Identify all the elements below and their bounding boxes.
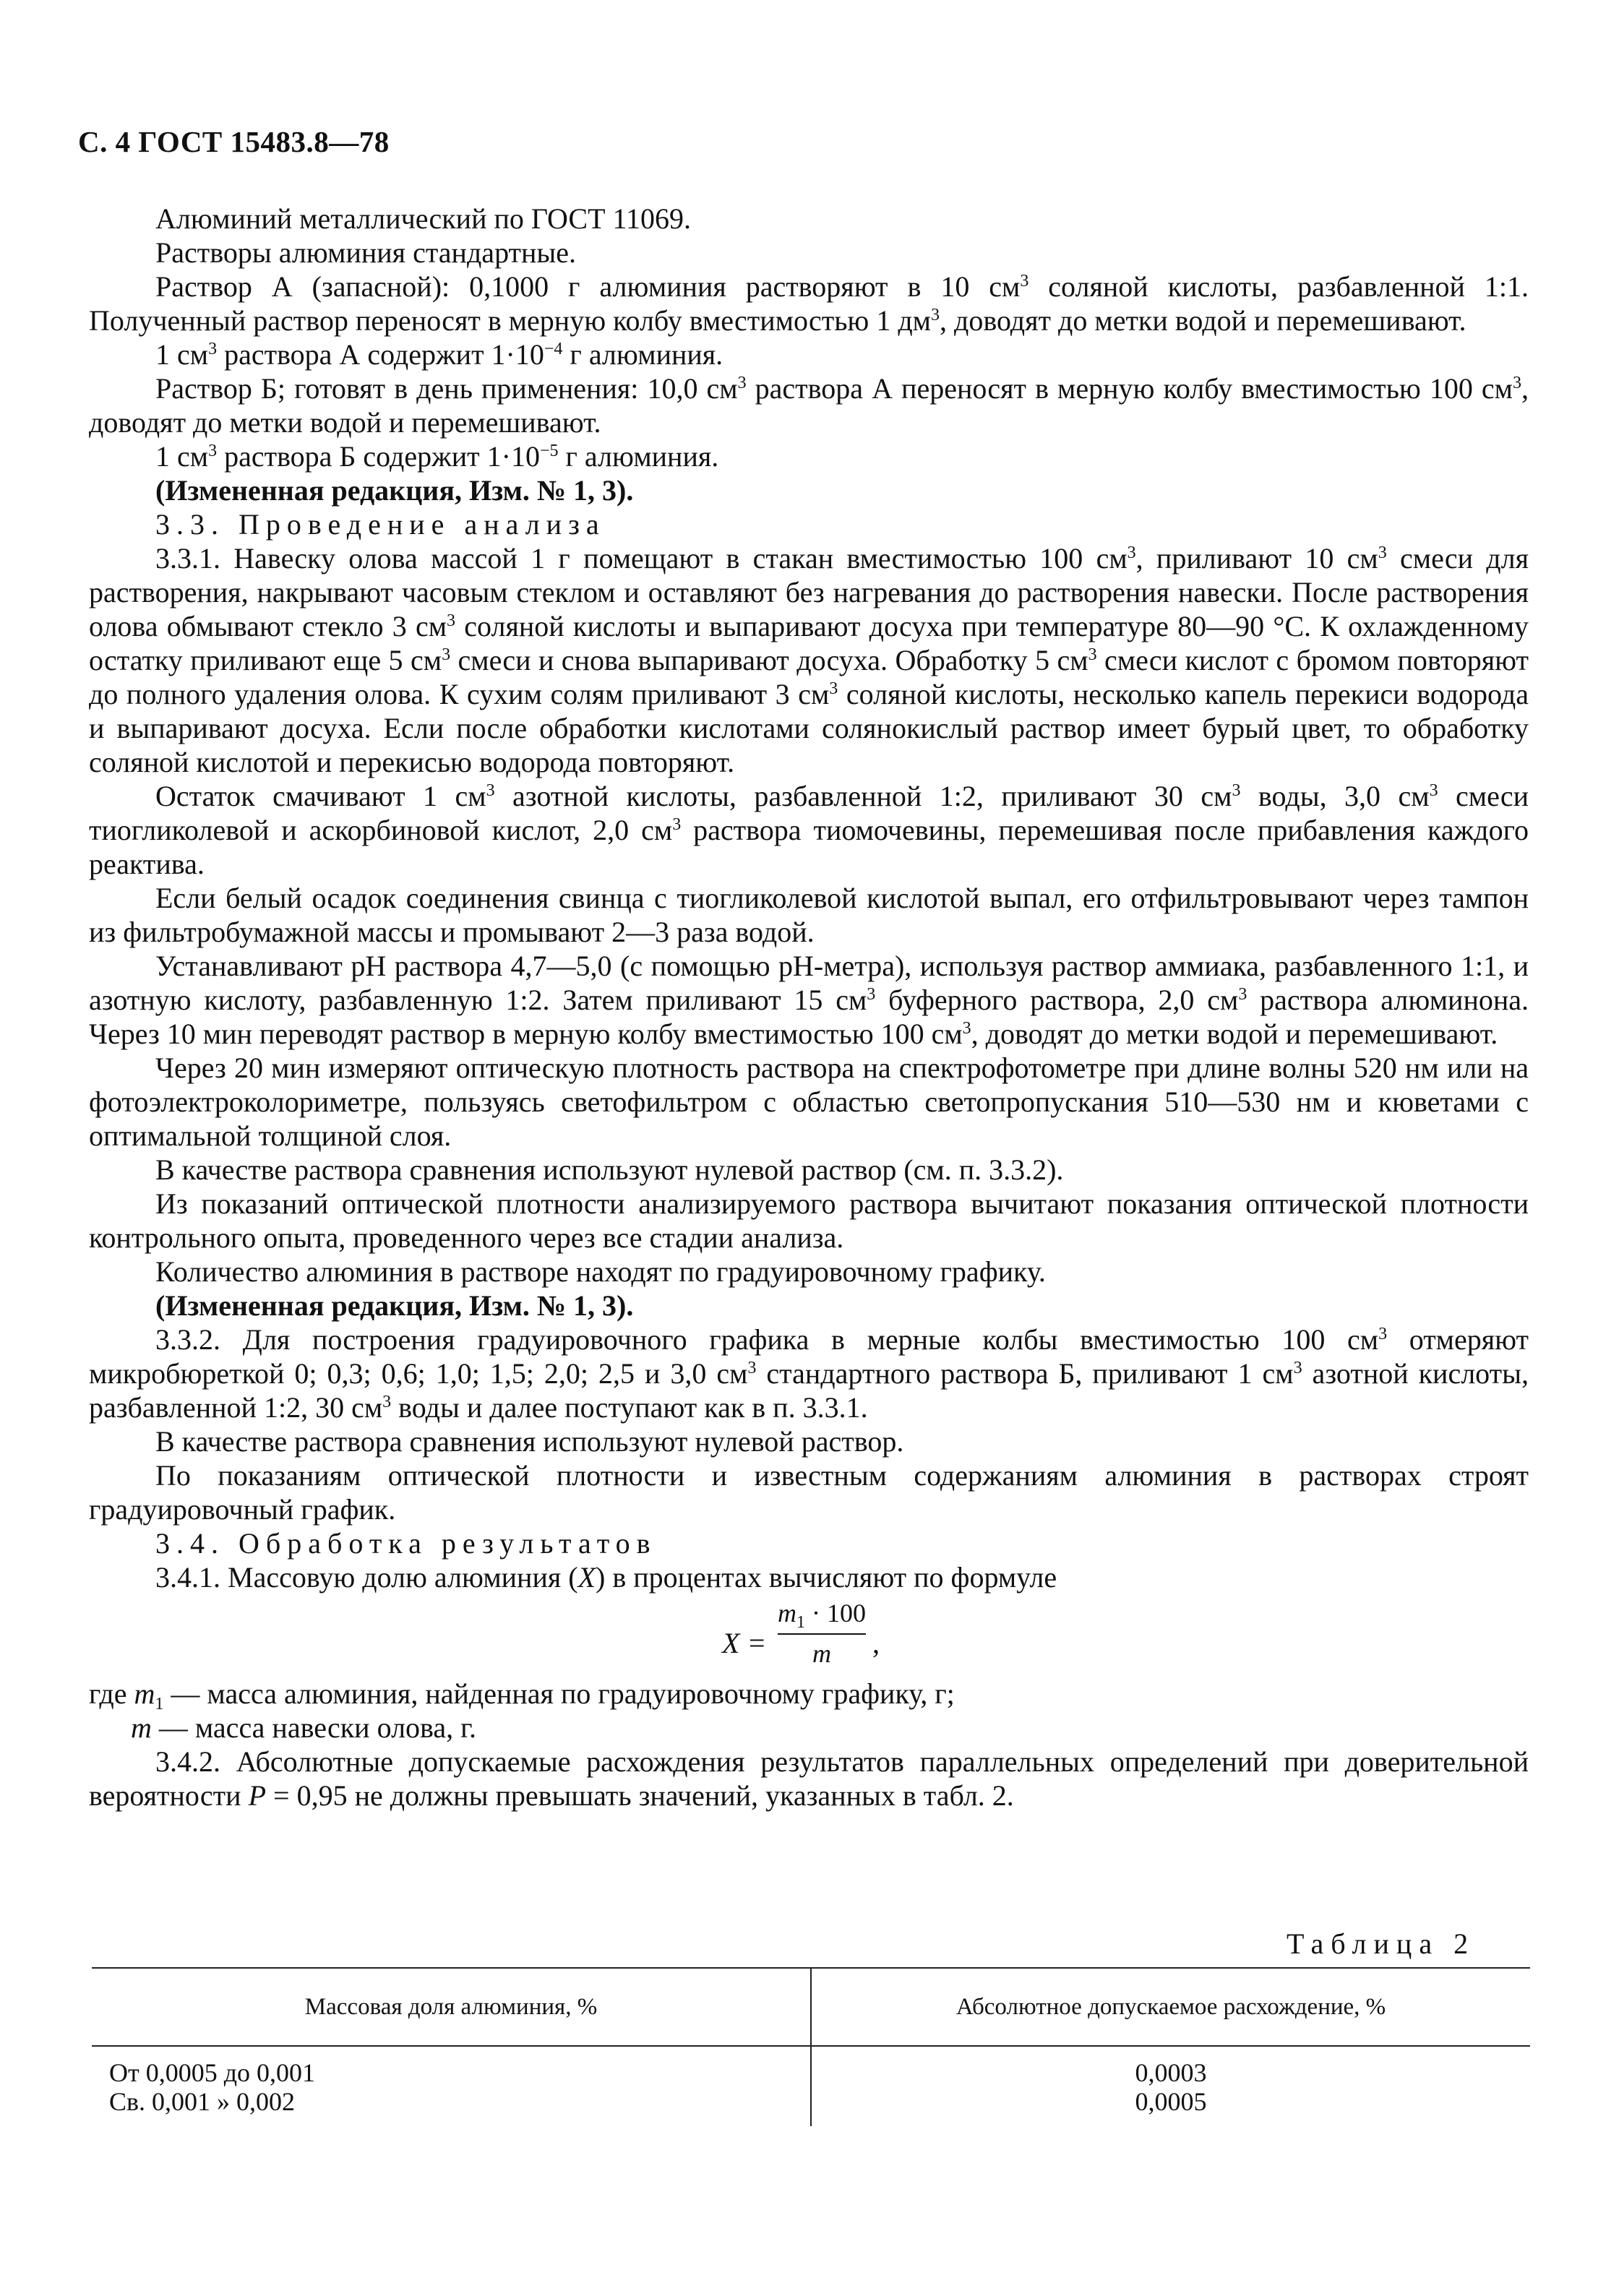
text-span: , доводят до метки водой и перемешивают. <box>939 304 1466 337</box>
formula-fraction <box>778 1597 866 1669</box>
superscript: 3 <box>1513 374 1521 392</box>
text-span: г алюминия. <box>562 338 723 371</box>
text-span: г алюминия. <box>558 440 719 473</box>
data-table <box>92 1967 1530 2126</box>
paragraph <box>89 949 1529 1051</box>
text-span: раствора А содержит 1·10 <box>217 338 544 371</box>
formula <box>89 1597 1529 1677</box>
superscript: 3 <box>737 374 747 392</box>
formula-var: m <box>812 1639 831 1668</box>
text-span: смеси и снова выпаривают досуха. Обработку 5 см <box>450 644 1088 676</box>
legend-line <box>89 1711 1529 1745</box>
text-span: — масса навески олова, г. <box>151 1711 477 1744</box>
table-cell: От 0,0005 до 0,001 <box>109 2058 316 2087</box>
text-span: азотной кислоты, разбавленной 1:2, приливают 30 см <box>494 780 1232 812</box>
superscript: 3 <box>1127 543 1136 562</box>
formula-text: · 100 <box>805 1599 866 1628</box>
text-span: 3.4.1. Массовую долю алюминия ( <box>155 1561 578 1594</box>
page-header: С. 4 ГОСТ 15483.8—78 <box>78 125 390 158</box>
paragraph <box>89 1560 1529 1594</box>
superscript: 3 <box>867 985 876 1004</box>
fraction-bar <box>778 1633 866 1635</box>
table-caption: Таблица 2 <box>1287 1927 1476 1960</box>
variable: m <box>131 1711 152 1744</box>
subscript: 1 <box>155 1695 164 1714</box>
paragraph: В качестве раствора сравнения используют нулевой раствор. <box>155 1425 904 1458</box>
paragraph <box>89 439 1529 473</box>
text-span: Растворы алюминия стандартные. <box>155 236 577 269</box>
variable: P <box>248 1779 267 1812</box>
formula-denominator <box>778 1638 866 1669</box>
superscript: −5 <box>539 442 559 460</box>
text-span: , приливают 10 см <box>1135 542 1378 575</box>
superscript: 3 <box>382 1393 392 1411</box>
formula-lhs-text: X = <box>722 1627 767 1659</box>
superscript: 3 <box>1238 985 1247 1004</box>
superscript: 3 <box>442 645 451 664</box>
text-span: Раствор А (запасной): 0,1000 г алюминия растворяют в 10 см <box>155 270 1021 303</box>
superscript: 3 <box>447 611 456 630</box>
paragraph: Из показаний оптической плотности анализируемого раствора вычитают показания оптической плотности контрольного опыта, проведенного через все стадии анализа. <box>89 1187 1529 1254</box>
superscript: 3 <box>208 442 218 460</box>
document-body <box>89 202 1529 1813</box>
text-span: отмеряют микробюреткой 0; 0,3; 0,6; 1,0; 1,5; 2,0; 2,5 и 3,0 см <box>89 1323 1529 1390</box>
text-span: буферного раствора, 2,0 см <box>875 984 1239 1016</box>
paragraph <box>89 779 1529 881</box>
formula-numerator <box>778 1597 866 1632</box>
text-span: , доводят до метки водой и перемешивают. <box>89 372 1529 439</box>
text-span: воды, 3,0 см <box>1240 780 1430 812</box>
section-heading: 3.3. Проведение анализа <box>155 508 606 541</box>
section-heading: 3.4. Обработка результатов <box>155 1527 657 1560</box>
paragraph <box>89 1745 1529 1813</box>
text-span: стандартного раствора Б, приливают 1 см <box>756 1357 1294 1390</box>
text-span: , доводят до метки водой и перемешивают. <box>971 1018 1498 1050</box>
superscript: 3 <box>1293 1359 1302 1377</box>
superscript: 3 <box>208 340 218 358</box>
paragraph <box>89 1323 1529 1424</box>
text-span: соляной кислоты и выпаривают досуха при температуре 80—90 °С. К охлажденному остатку приливают еще 5 см <box>89 610 1529 676</box>
text-span: 3.3.2. Для построения градуировочного графика в мерные колбы вместимостью 100 см <box>155 1323 1379 1356</box>
table-cell: 0,0005 <box>1135 2087 1207 2116</box>
text-span: раствора тиомочевины, перемешивая после прибавления каждого реактива. <box>89 814 1529 880</box>
text-span: соляной кислоты, разбавленной 1:1. Полученный раствор переносят в мерную колбу вместимостью 1 дм <box>89 270 1529 337</box>
superscript: 3 <box>1020 272 1029 291</box>
paragraph <box>89 541 1529 779</box>
text-span: ) в процентах вычисляют по формуле <box>596 1561 1057 1594</box>
superscript: 3 <box>1378 1325 1388 1343</box>
formula-comma: , <box>872 1627 880 1659</box>
text-span: Раствор Б; готовят в день применения: 10,0 см <box>155 372 738 405</box>
text-span: где <box>89 1677 134 1710</box>
text-span: азотной кислоты, разбавленной 1:2, 30 см <box>89 1357 1529 1424</box>
superscript: 3 <box>1378 543 1387 562</box>
superscript: 3 <box>829 679 838 698</box>
superscript: 3 <box>1232 781 1241 800</box>
superscript: −4 <box>544 340 563 358</box>
superscript: 3 <box>930 306 940 324</box>
superscript: 3 <box>1429 781 1438 800</box>
text-span: смеси тиогликолевой и аскорбиновой кислот, 2,0 см <box>89 780 1529 846</box>
text-span: раствора алюминона. Через 10 мин переводят раствор в мерную колбу вместимостью 100 см <box>89 984 1529 1050</box>
table-column <box>92 2047 810 2126</box>
table-header-cell: Массовая доля алюминия, % <box>304 1993 598 2020</box>
amendment-note: (Измененная редакция, Изм. № 1, 3). <box>155 1289 634 1322</box>
table-cell: Св. 0,001 » 0,002 <box>109 2087 296 2116</box>
text-span: соляной кислоты, несколько капель перекиси водорода и выпаривают досуха. Если после обработки кислотами солянокислый раствор имеет бурый цвет, то обработку соляной кислотой и перекисью водорода повторяют. <box>89 678 1529 778</box>
text-span: воды и далее поступают как в п. 3.3.1. <box>391 1391 868 1424</box>
variable: X <box>577 1561 596 1594</box>
text-span: Алюминий металлический по ГОСТ 11069. <box>155 202 692 235</box>
table-header-cell: Абсолютное допускаемое расхождение, % <box>810 1969 1530 2045</box>
table-header-row <box>92 1969 1530 2047</box>
paragraph <box>89 270 1529 337</box>
formula-var: m <box>778 1599 796 1628</box>
paragraph: По показаниям оптической плотности и известным содержаниям алюминия в растворах строят градуировочный график. <box>89 1459 1529 1526</box>
superscript: 3 <box>672 815 682 834</box>
text-span: — масса алюминия, найденная по градуировочному графику, г; <box>163 1677 955 1710</box>
text-span: 3.3.1. Навеску олова массой 1 г помещают в стакан вместимостью 100 см <box>155 542 1128 575</box>
variable: m <box>134 1677 155 1710</box>
paragraph: Через 20 мин измеряют оптическую плотность раствора на спектрофотометре при длине волны 520 нм или на фотоэлектроколориметре, пользуясь светофильтром с областью светопропускания 510—530 нм и кюветами с оптимальной толщиной слоя. <box>89 1052 1529 1152</box>
text-span: раствора А переносят в мерную колбу вместимостью 100 см <box>746 372 1513 405</box>
formula-legend <box>89 1677 1529 1745</box>
paragraph <box>89 202 1529 236</box>
superscript: 3 <box>1088 645 1097 664</box>
text-span: смеси кислот с бромом повторяют до полного удаления олова. К сухим солям приливают 3 см <box>89 644 1529 710</box>
paragraph: Количество алюминия в растворе находят по градуировочному графику. <box>155 1255 1046 1288</box>
text-span: = 0,95 не должны превышать значений, указанных в табл. 2. <box>266 1779 1014 1812</box>
superscript: 3 <box>486 781 495 800</box>
text-span: раствора Б содержит 1·10 <box>217 440 540 473</box>
paragraph: В качестве раствора сравнения используют нулевой раствор (см. п. 3.3.2). <box>155 1153 1064 1186</box>
text-span: смеси для растворения, накрывают часовым стеклом и оставляют без нагревания до растворения навески. После растворения олова обмывают стекло 3 см <box>89 542 1529 642</box>
text-span: Остаток смачивают 1 см <box>155 780 486 812</box>
text-span: 1 см <box>155 338 209 371</box>
paragraph <box>89 337 1529 371</box>
superscript: 3 <box>747 1359 757 1377</box>
superscript: 3 <box>962 1019 971 1038</box>
amendment-note: (Измененная редакция, Изм. № 1, 3). <box>155 474 634 507</box>
paragraph <box>89 371 1529 439</box>
paragraph: Если белый осадок соединения свинца с тиогликолевой кислотой выпал, его отфильтровывают через тампон из фильтробумажной массы и промывают 2—3 раза водой. <box>89 882 1529 948</box>
table-body <box>92 2047 1530 2126</box>
formula-lhs <box>722 1626 766 1660</box>
table-cell: 0,0003 <box>1135 2058 1207 2087</box>
legend-line <box>89 1677 1529 1714</box>
text-span: 3.4.2. Абсолютные допускаемые расхождения результатов параллельных определений при доверительной вероятности <box>89 1745 1529 1812</box>
text-span: 1 см <box>155 440 209 473</box>
subscript: 1 <box>796 1613 805 1632</box>
table-column <box>810 2047 1530 2126</box>
paragraph <box>89 236 1529 270</box>
text-span: Устанавливают рН раствора 4,7—5,0 (с помощью рН-метра), используя раствор аммиака, разбавленного 1:1, и азотную кислоту, разбавленную 1:2. Затем приливают 15 см <box>89 950 1529 1016</box>
